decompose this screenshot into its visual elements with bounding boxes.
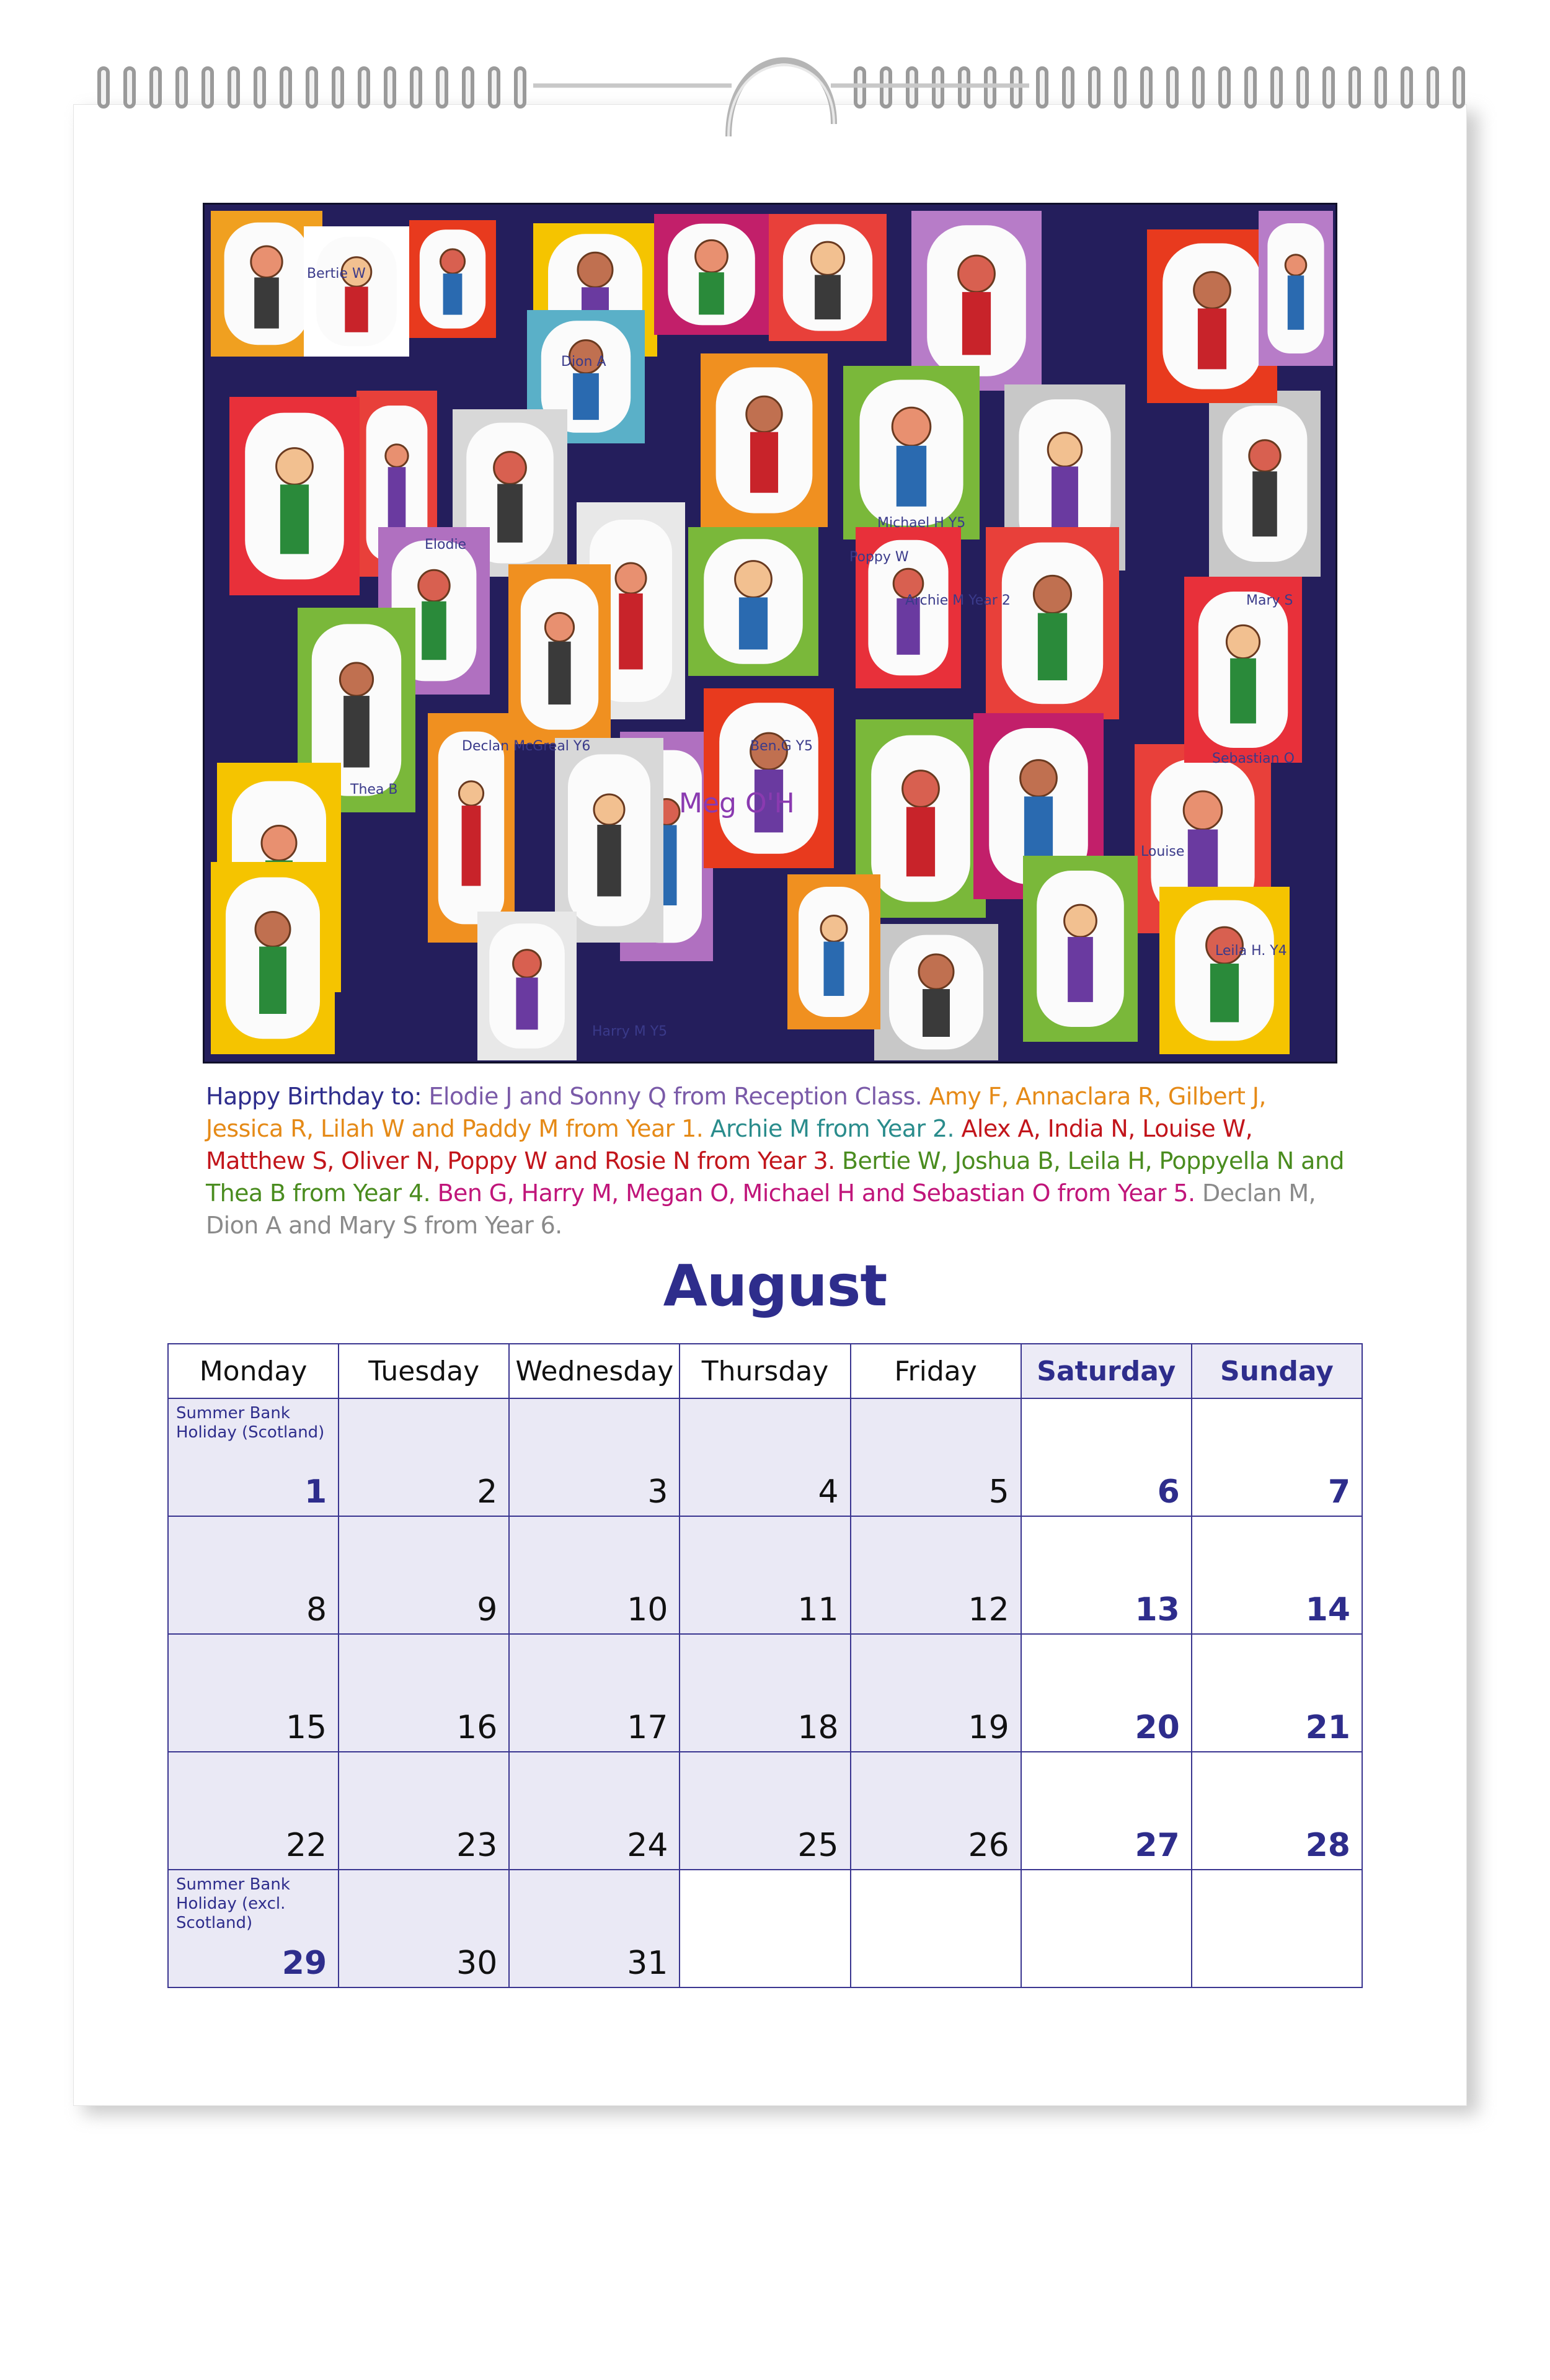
calendar-week-row <box>168 1634 1362 1752</box>
day-cell <box>1021 1634 1192 1752</box>
drawing-figure-body <box>345 286 368 332</box>
binding-ring <box>308 68 316 107</box>
day-number: 9 <box>477 1591 498 1628</box>
binding-ring <box>177 68 186 107</box>
day-number: 6 <box>1157 1473 1180 1511</box>
day-number: 15 <box>285 1709 327 1746</box>
binding-ring <box>1220 68 1229 107</box>
holiday-note: Summer Bank Holiday (Scotland) <box>176 1404 325 1442</box>
day-cell <box>168 1870 339 1987</box>
calendar-week-row <box>168 1516 1362 1634</box>
binding-ring <box>438 68 446 107</box>
caption-segment-year5: Ben G, Harry M, Megan O, Michael H and Sebastian O from Year 5. <box>430 1179 1195 1207</box>
caption-segment-year4: Bertie W, Joshua B, Leila H, Poppyella N and Thea B from Year 4. <box>206 1147 1344 1207</box>
drawing-figure-head <box>1065 905 1097 937</box>
weekday-header-sunday: Sunday <box>1192 1344 1362 1398</box>
drawing-figure-body <box>906 807 935 876</box>
drawing-figure-body <box>343 696 370 768</box>
binding-ring <box>1246 68 1255 107</box>
drawing-figure-body <box>1230 659 1256 724</box>
drawing-figure-body <box>1068 937 1093 1002</box>
binding-ring <box>203 68 212 107</box>
drawing-figure-head <box>746 396 782 432</box>
day-number: 4 <box>818 1473 839 1511</box>
drawing-figure-head <box>821 916 847 942</box>
binding-ring <box>151 68 160 107</box>
month-title: August <box>663 1253 887 1319</box>
day-cell <box>680 1634 850 1752</box>
drawing-figure-body <box>597 825 621 897</box>
drawing-figure-body <box>897 446 926 507</box>
day-cell <box>339 1870 509 1987</box>
day-cell <box>1192 1398 1362 1516</box>
drawing-figure-head <box>262 826 296 861</box>
drawing-figure-body <box>1188 830 1218 896</box>
day-cell <box>680 1752 850 1870</box>
drawing-figure-head <box>440 249 464 273</box>
day-cell <box>1021 1516 1192 1634</box>
weekday-header-friday: Friday <box>851 1344 1021 1398</box>
drawing-name-label: Leila H. Y4 <box>1215 943 1287 959</box>
drawing-figure-body <box>750 432 778 493</box>
binding-ring <box>360 68 368 107</box>
day-cell <box>509 1398 680 1516</box>
binding-ring <box>412 68 420 107</box>
drawing-name-label: Michael H Y5 <box>877 515 966 531</box>
drawing-name-label: Dion A <box>561 354 606 370</box>
caption-segment-year3: Alex A, India N, Louise W, Matthew S, Oliver N, Poppy W and Rosie N from Year 3. <box>206 1115 1253 1174</box>
calendar-week-row <box>168 1752 1362 1870</box>
empty-day-cell <box>1021 1870 1192 1987</box>
day-cell <box>1192 1752 1362 1870</box>
drawing-figure-head <box>616 563 646 593</box>
empty-day-cell <box>680 1870 850 1987</box>
day-cell <box>168 1516 339 1634</box>
day-number: 10 <box>627 1591 668 1628</box>
drawing-name-label: Elodie <box>425 537 467 553</box>
day-number: 14 <box>1305 1591 1350 1628</box>
day-cell <box>509 1634 680 1752</box>
empty-day-cell <box>851 1870 1021 1987</box>
day-number: 7 <box>1327 1473 1350 1511</box>
day-cell <box>851 1398 1021 1516</box>
drawing-figure-head <box>418 570 450 601</box>
binding-ring <box>1142 68 1151 107</box>
day-number: 16 <box>456 1709 498 1746</box>
drawing-figure-head <box>1249 440 1280 471</box>
day-cell <box>680 1398 850 1516</box>
drawing-figure-body <box>1210 964 1239 1023</box>
binding-ring <box>516 68 525 107</box>
binding-ring <box>1272 68 1281 107</box>
day-cell <box>509 1752 680 1870</box>
day-cell <box>851 1516 1021 1634</box>
drawing-figure-body <box>548 642 570 705</box>
binding-ring <box>464 68 472 107</box>
drawing-figure-head <box>1184 791 1222 830</box>
binding-ring <box>255 68 264 107</box>
day-number: 27 <box>1135 1827 1180 1864</box>
binding-ring <box>1428 68 1437 107</box>
day-cell <box>339 1516 509 1634</box>
drawing-figure-body <box>699 272 724 314</box>
weekday-header-wednesday: Wednesday <box>509 1344 680 1398</box>
drawing-figure-head <box>277 448 313 485</box>
drawing-figure-body <box>280 484 309 554</box>
caption-segment-year6: Declan M, Dion A and Mary S from Year 6. <box>206 1179 1316 1239</box>
hanger-hook <box>728 60 834 136</box>
birthday-caption <box>206 1080 1347 1241</box>
drawing-figure-head <box>959 255 995 292</box>
drawing-figure-body <box>388 467 406 532</box>
binding-ring <box>1090 68 1099 107</box>
day-number: 21 <box>1305 1709 1350 1746</box>
day-cell <box>509 1516 680 1634</box>
day-cell <box>1192 1634 1362 1752</box>
drawing-figure-body <box>739 597 768 649</box>
day-number: 28 <box>1305 1827 1350 1864</box>
drawing-figure-head <box>386 445 408 467</box>
drawing-figure-head <box>578 252 613 287</box>
day-cell <box>851 1752 1021 1870</box>
binding-ring <box>1455 68 1463 107</box>
drawing-figure-head <box>919 954 954 989</box>
caption-segment-year1: Amy F, Annaclara R, Gilbert J, Jessica R, Lilah W and Paddy M from Year 1. <box>206 1083 1266 1142</box>
drawing-figure-head <box>735 561 772 598</box>
day-cell <box>1021 1752 1192 1870</box>
drawing-figure-head <box>1048 433 1082 467</box>
day-number: 25 <box>797 1827 839 1864</box>
day-number: 19 <box>968 1709 1009 1746</box>
drawing-figure-head <box>1285 255 1306 276</box>
binding-ring <box>1116 68 1125 107</box>
drawing-figure-head <box>1034 575 1071 613</box>
day-number: 11 <box>797 1591 839 1628</box>
drawing-name-label: Sebastian O <box>1212 751 1295 766</box>
weekday-header-tuesday: Tuesday <box>339 1344 509 1398</box>
drawing-figure-body <box>573 373 599 420</box>
day-number: 8 <box>306 1591 327 1628</box>
binding-ring <box>334 68 342 107</box>
drawing-figure-body <box>1024 796 1053 861</box>
day-number: 5 <box>988 1473 1009 1511</box>
day-number: 26 <box>968 1827 1009 1864</box>
drawing-figure-body <box>1038 613 1067 681</box>
drawing-figure-body <box>815 275 841 319</box>
drawing-figure-head <box>513 950 541 978</box>
drawing-figure-head <box>255 912 290 947</box>
day-cell <box>1192 1516 1362 1634</box>
day-cell <box>168 1398 339 1516</box>
day-number: 24 <box>627 1827 668 1864</box>
drawing-figure-body <box>1052 466 1078 531</box>
drawing-figure-head <box>594 794 624 825</box>
drawing-figure-head <box>903 771 939 807</box>
drawing-figure-head <box>340 663 373 696</box>
drawing-figure-body <box>497 484 523 543</box>
day-number: 1 <box>304 1473 327 1511</box>
day-cell <box>168 1752 339 1870</box>
drawing-name-label: Poppy W <box>849 549 909 565</box>
empty-day-cell <box>1192 1870 1362 1987</box>
drawing-name-label: Thea B <box>350 782 398 797</box>
caption-segment-year2: Archie M from Year 2. <box>703 1115 955 1142</box>
childrens-drawings-collage <box>203 203 1337 1063</box>
drawing-figure-head <box>696 240 728 272</box>
drawing-name-label: Bertie W <box>307 266 366 282</box>
day-number: 17 <box>627 1709 668 1746</box>
day-number: 31 <box>627 1945 668 1982</box>
day-number: 30 <box>456 1945 498 1982</box>
day-cell <box>339 1634 509 1752</box>
drawing-figure-head <box>1226 625 1259 658</box>
drawing-figure-head <box>459 781 483 806</box>
binding-ring <box>1298 68 1307 107</box>
day-cell <box>509 1870 680 1987</box>
day-cell <box>680 1516 850 1634</box>
drawing-figure-body <box>1198 308 1226 369</box>
drawing-figure-body <box>962 292 991 355</box>
drawing-figure-body <box>516 977 538 1029</box>
binding-ring <box>1038 68 1047 107</box>
drawing-figure-head <box>251 246 282 277</box>
binding-ring <box>386 68 394 107</box>
day-number: 23 <box>456 1827 498 1864</box>
binding-ring <box>1064 68 1073 107</box>
weekday-header-monday: Monday <box>168 1344 339 1398</box>
day-number: 12 <box>968 1591 1009 1628</box>
binding-ring <box>1402 68 1411 107</box>
day-cell <box>1021 1398 1192 1516</box>
drawing-figure-head <box>1021 760 1057 797</box>
day-cell <box>851 1634 1021 1752</box>
binding-ring <box>1168 68 1177 107</box>
day-number: 29 <box>281 1945 327 1982</box>
drawing-figure-head <box>811 242 844 275</box>
drawing-name-label: Meg O'H <box>679 788 795 819</box>
caption-segment-reception: Elodie J and Sonny Q from Reception Class. <box>422 1083 923 1110</box>
drawing-figure-body <box>422 602 446 660</box>
drawing-figure-head <box>892 407 931 446</box>
binding-ring <box>1324 68 1333 107</box>
binding-ring <box>281 68 290 107</box>
drawing-figure-body <box>462 806 481 886</box>
calendar-week-row <box>168 1398 1362 1516</box>
binding-ring <box>1194 68 1203 107</box>
holiday-note: Summer Bank Holiday (excl. Scotland) <box>176 1875 290 1932</box>
binding-ring <box>229 68 238 107</box>
binding-ring <box>99 68 108 107</box>
day-number: 3 <box>647 1473 668 1511</box>
drawing-figure-body <box>259 947 286 1015</box>
drawing-figure-head <box>494 452 526 484</box>
drawing-figure-body <box>1288 275 1304 330</box>
drawing-name-label: Declan McGreal Y6 <box>462 739 591 754</box>
weekday-header-thursday: Thursday <box>680 1344 850 1398</box>
drawing-figure-head <box>1194 272 1231 309</box>
day-cell <box>339 1752 509 1870</box>
binding-ring <box>125 68 134 107</box>
binding-ring <box>1350 68 1359 107</box>
day-number: 18 <box>797 1709 839 1746</box>
drawing-name-label: Harry M Y5 <box>592 1024 668 1039</box>
drawing-figure-body <box>443 273 463 315</box>
binding-ring <box>490 68 498 107</box>
day-cell <box>168 1634 339 1752</box>
weekday-header-saturday: Saturday <box>1021 1344 1192 1398</box>
drawing-figure-body <box>824 942 844 997</box>
day-number: 13 <box>1135 1591 1180 1628</box>
drawing-figure-body <box>1252 471 1277 536</box>
drawing-name-label: Louise <box>1141 844 1185 859</box>
drawing-name-label: Ben.G Y5 <box>750 739 813 754</box>
drawing-figure-head <box>545 613 574 641</box>
day-cell <box>339 1398 509 1516</box>
calendar-week-row <box>168 1870 1362 1987</box>
drawing-name-label: Mary S <box>1246 593 1293 608</box>
day-number: 20 <box>1135 1709 1180 1746</box>
day-number: 22 <box>285 1827 327 1864</box>
wire-binding <box>0 0 1550 161</box>
binding-ring <box>1376 68 1385 107</box>
caption-lead: Happy Birthday to: <box>206 1083 422 1110</box>
drawing-name-label: Archie M Year 2 <box>905 593 1011 608</box>
drawing-figure-body <box>923 989 950 1037</box>
calendar-grid <box>167 1343 1362 2380</box>
day-number: 2 <box>477 1473 498 1511</box>
drawing-figure-body <box>619 593 643 670</box>
drawing-figure-body <box>254 277 279 328</box>
